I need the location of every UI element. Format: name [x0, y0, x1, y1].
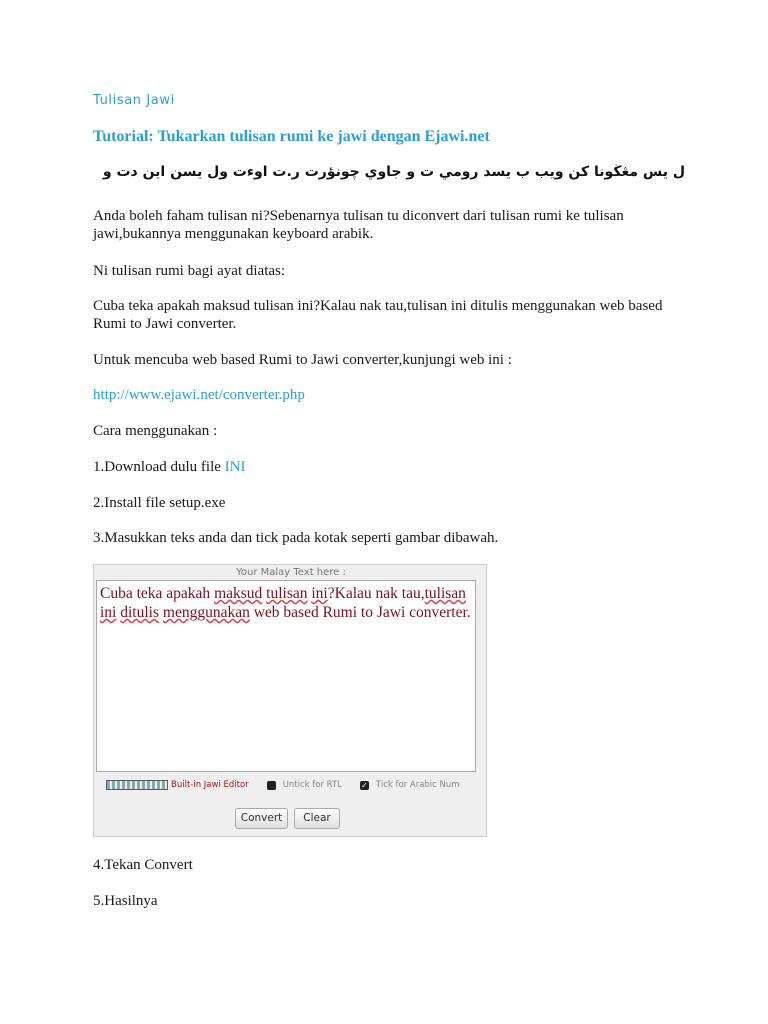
input-text-part: ini	[100, 604, 117, 621]
step-1	[93, 458, 673, 476]
page-heading: Tulisan Jawi	[93, 93, 175, 108]
converter-link[interactable]: http://www.ejawi.net/converter.php	[93, 387, 305, 403]
jawi-editor-link[interactable]: Built-in Jawi Editor	[171, 780, 249, 790]
step-5: 5.Hasilnya	[93, 893, 158, 909]
jawi-text: ل يس مڠڬونا كن ويب ب يسد رومي ت و جاوي چونؤرت ر.ت اوءت ول يسن اين دت و	[102, 164, 685, 180]
input-label: Your Malay Text here :	[236, 567, 346, 578]
tutorial-title: Tutorial: Tukarkan tulisan rumi ke jawi dengan Ejawi.net	[93, 128, 490, 145]
rtl-label: Untick for RTL	[282, 780, 342, 790]
arabic-num-checkbox[interactable]: ✓	[361, 780, 368, 790]
paragraph-try: Untuk mencuba web based Rumi to Jawi converter,kunjungi web ini :	[93, 352, 512, 368]
step-4: 4.Tekan Convert	[93, 857, 193, 873]
step-1-text: 1.Download dulu file	[93, 459, 225, 475]
input-text-part: ?Kalau nak tau,	[327, 585, 425, 602]
malay-text-input[interactable]	[96, 580, 476, 772]
arabic-num-label: Tick for Arabic Num	[375, 780, 460, 790]
step-3: 3.Masukkan teks anda dan tick pada kotak seperti gambar dibawah.	[93, 530, 499, 546]
input-text-part: web based Rumi to Jawi converter.	[249, 604, 471, 621]
input-text-part: ini	[311, 585, 328, 602]
input-text-part: Cuba teka apakah	[100, 585, 215, 602]
input-text-part: tulisan	[424, 585, 466, 602]
paragraph-rumi-text: Cuba teka apakah maksud tulisan ini?Kalau nak tau,tulisan ini ditulis menggunakan web based Rumi to Jawi converter.	[93, 298, 663, 332]
converter-options	[106, 778, 478, 792]
converter-screenshot	[93, 564, 487, 837]
converter-link-line	[93, 386, 673, 404]
input-text-part: menggunakan	[162, 604, 250, 621]
input-text-part: tulisan	[266, 585, 308, 602]
download-link[interactable]: INI	[224, 459, 246, 475]
keyboard-icon[interactable]	[106, 780, 168, 790]
step-2: 2.Install file setup.exe	[93, 495, 226, 511]
rtl-checkbox[interactable]	[267, 781, 276, 790]
paragraph-rumi-label: Ni tulisan rumi bagi ayat diatas:	[93, 263, 286, 279]
convert-button[interactable]: Convert	[235, 808, 288, 829]
paragraph-how: Cara menggunakan :	[93, 423, 218, 439]
clear-button[interactable]: Clear	[294, 808, 340, 829]
input-text-part: maksud	[214, 585, 263, 602]
input-text-part: ditulis	[120, 604, 160, 621]
paragraph-intro: Anda boleh faham tulisan ni?Sebenarnya tulisan tu diconvert dari tulisan rumi ke tulisan jawi,bukannya menggunakan keyboard arabik.	[93, 208, 624, 242]
